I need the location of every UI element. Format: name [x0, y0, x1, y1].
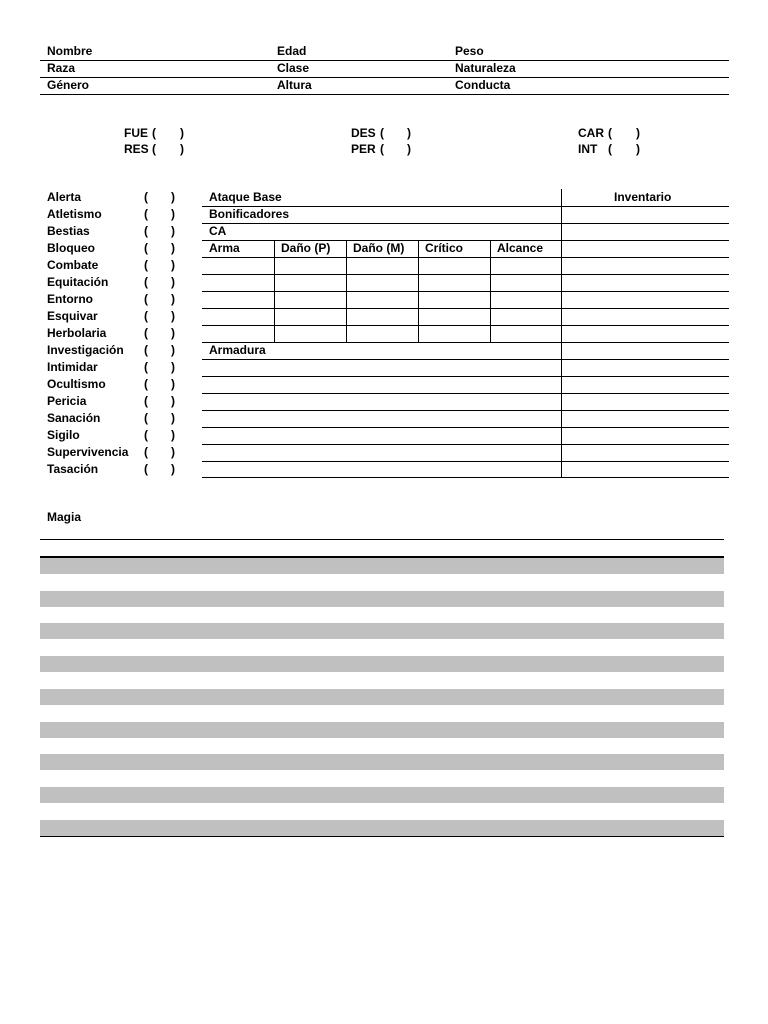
attr-open-paren: ( [608, 126, 612, 140]
skill-open-paren: ( [144, 326, 148, 340]
skill-open-paren: ( [144, 445, 148, 459]
attr-open-paren: ( [152, 142, 156, 156]
divider [202, 291, 729, 292]
skill-label: Atletismo [47, 207, 102, 221]
divider [40, 77, 729, 78]
attr-close-paren: ) [407, 142, 411, 156]
class-label: Clase [277, 61, 310, 75]
column-divider [274, 240, 275, 342]
magic-row-stripe [40, 558, 724, 574]
magic-row-stripe [40, 820, 724, 836]
attr-close-paren: ) [636, 142, 640, 156]
divider [202, 410, 729, 411]
divider [40, 836, 724, 837]
skill-close-paren: ) [171, 360, 175, 374]
divider [202, 393, 729, 394]
attr-per-label: PER [351, 142, 376, 156]
attr-car-label: CAR [578, 126, 604, 140]
divider [202, 376, 729, 377]
skill-label: Pericia [47, 394, 87, 408]
skill-close-paren: ) [171, 275, 175, 289]
divider [40, 539, 724, 540]
divider [202, 223, 729, 224]
skill-label: Ocultismo [47, 377, 106, 391]
skill-label: Sanación [47, 411, 101, 425]
skill-close-paren: ) [171, 326, 175, 340]
nature-label: Naturaleza [455, 61, 516, 75]
skill-close-paren: ) [171, 445, 175, 459]
magic-row-stripe [40, 754, 724, 770]
divider [40, 60, 729, 61]
skill-label: Bestias [47, 224, 90, 238]
skill-label: Combate [47, 258, 99, 272]
skill-open-paren: ( [144, 258, 148, 272]
skill-open-paren: ( [144, 462, 148, 476]
attr-close-paren: ) [180, 126, 184, 140]
skill-open-paren: ( [144, 377, 148, 391]
skill-label: Alerta [47, 190, 82, 204]
skill-close-paren: ) [171, 292, 175, 306]
weapon-col-alcance: Alcance [497, 241, 544, 255]
attr-open-paren: ( [380, 142, 384, 156]
column-divider [346, 240, 347, 342]
attr-des-label: DES [351, 126, 376, 140]
gender-label: Género [47, 78, 90, 92]
attr-res-label: RES [124, 142, 149, 156]
conduct-label: Conducta [455, 78, 511, 92]
divider [202, 461, 729, 462]
skill-close-paren: ) [171, 258, 175, 272]
height-label: Altura [277, 78, 312, 92]
divider [202, 274, 729, 275]
weapon-col-arma: Arma [209, 241, 240, 255]
attr-open-paren: ( [152, 126, 156, 140]
divider [202, 342, 729, 343]
skill-open-paren: ( [144, 309, 148, 323]
magic-row-stripe [40, 689, 724, 705]
skill-open-paren: ( [144, 190, 148, 204]
skill-open-paren: ( [144, 275, 148, 289]
divider [202, 325, 729, 326]
skill-close-paren: ) [171, 224, 175, 238]
skill-label: Equitación [47, 275, 109, 289]
magic-row-stripe [40, 591, 724, 607]
name-label: Nombre [47, 44, 93, 58]
inventory-title: Inventario [614, 190, 672, 204]
skill-open-paren: ( [144, 343, 148, 357]
skill-close-paren: ) [171, 428, 175, 442]
skill-open-paren: ( [144, 360, 148, 374]
skill-label: Tasación [47, 462, 99, 476]
skill-close-paren: ) [171, 394, 175, 408]
attr-close-paren: ) [180, 142, 184, 156]
column-divider [490, 240, 491, 342]
skill-label: Herbolaria [47, 326, 107, 340]
race-label: Raza [47, 61, 76, 75]
divider [202, 257, 729, 258]
skill-close-paren: ) [171, 309, 175, 323]
modifiers-label: Bonificadores [209, 207, 290, 221]
magic-row-stripe [40, 787, 724, 803]
skill-close-paren: ) [171, 377, 175, 391]
skill-close-paren: ) [171, 190, 175, 204]
magic-row-stripe [40, 623, 724, 639]
divider [202, 308, 729, 309]
skill-close-paren: ) [171, 462, 175, 476]
weapon-col-dano-m: Daño (M) [353, 241, 405, 255]
attr-open-paren: ( [608, 142, 612, 156]
skill-close-paren: ) [171, 343, 175, 357]
magic-row-stripe [40, 722, 724, 738]
skill-label: Sigilo [47, 428, 80, 442]
base-attack-label: Ataque Base [209, 190, 282, 204]
divider [40, 94, 729, 95]
skill-label: Supervivencia [47, 445, 129, 459]
skill-label: Esquivar [47, 309, 98, 323]
skill-label: Bloqueo [47, 241, 95, 255]
weapon-col-dano-p: Daño (P) [281, 241, 331, 255]
divider [202, 359, 729, 360]
age-label: Edad [277, 44, 307, 58]
magic-row-stripe [40, 656, 724, 672]
skill-open-paren: ( [144, 428, 148, 442]
skill-label: Intimidar [47, 360, 98, 374]
divider [202, 477, 729, 478]
weapon-col-critico: Crítico [425, 241, 464, 255]
divider [202, 427, 729, 428]
ac-label: CA [209, 224, 227, 238]
attr-open-paren: ( [380, 126, 384, 140]
skill-close-paren: ) [171, 207, 175, 221]
weight-label: Peso [455, 44, 484, 58]
magic-title: Magia [47, 510, 82, 524]
attr-close-paren: ) [636, 126, 640, 140]
skill-label: Entorno [47, 292, 93, 306]
armor-label: Armadura [209, 343, 266, 357]
skill-label: Investigación [47, 343, 124, 357]
column-divider [418, 240, 419, 342]
skill-open-paren: ( [144, 292, 148, 306]
skill-open-paren: ( [144, 241, 148, 255]
attr-close-paren: ) [407, 126, 411, 140]
skill-close-paren: ) [171, 411, 175, 425]
skill-open-paren: ( [144, 394, 148, 408]
attr-int-label: INT [578, 142, 598, 156]
attr-fue-label: FUE [124, 126, 148, 140]
skill-open-paren: ( [144, 207, 148, 221]
skill-open-paren: ( [144, 224, 148, 238]
divider [202, 444, 729, 445]
inventory-divider [561, 189, 562, 478]
skill-close-paren: ) [171, 241, 175, 255]
skill-open-paren: ( [144, 411, 148, 425]
